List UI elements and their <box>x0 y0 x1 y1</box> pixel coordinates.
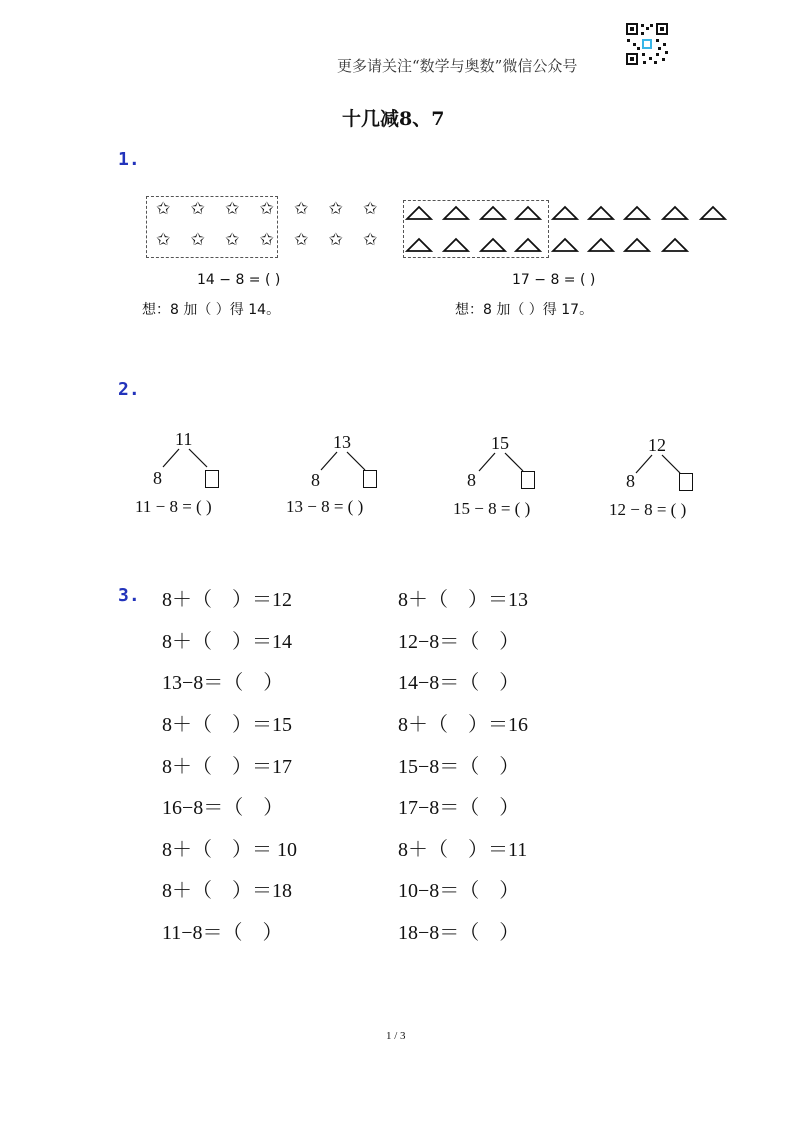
equation-right: 14−8＝（ ） <box>398 672 520 694</box>
qr-code-icon <box>625 22 669 66</box>
star-icon: ✩ <box>363 230 378 250</box>
triangle-icon <box>481 207 505 219</box>
star-icon: ✩ <box>259 230 274 250</box>
star-icon: ✩ <box>294 230 309 250</box>
tree-total: 15 <box>491 433 509 453</box>
tree-equation: 13 − 8 = ( ) <box>286 497 364 516</box>
equation-left: 8＋（ ）＝18 <box>162 880 292 902</box>
star-icon: ✩ <box>190 199 205 219</box>
equation-left: 11−8＝（ ） <box>162 922 283 944</box>
equation-left: 8＋（ ）＝12 <box>162 589 292 611</box>
triangle-icon <box>663 239 687 251</box>
triangle-icon <box>589 239 613 251</box>
stars-group <box>146 201 388 249</box>
triangle-icon <box>444 207 468 219</box>
triangle-icon <box>553 239 577 251</box>
equation-right: 17−8＝（ ） <box>398 797 520 819</box>
equation-right: 8＋（ ）＝11 <box>398 839 528 861</box>
triangle-icon <box>625 207 649 219</box>
tree-part: 8 <box>467 470 476 490</box>
answer-box[interactable] <box>521 471 535 489</box>
section-1-number: 1. <box>118 149 140 170</box>
section-3-number: 3. <box>118 585 140 606</box>
tree-total: 13 <box>333 432 351 452</box>
tree-part: 8 <box>626 471 635 491</box>
equation-left: 8＋（ ）＝15 <box>162 714 292 736</box>
equation-17-minus-8: 17 − 8 = ( ) <box>512 272 596 288</box>
triangle-icon <box>516 239 540 251</box>
equation-right: 15−8＝（ ） <box>398 756 520 778</box>
equation-right: 10−8＝（ ） <box>398 880 520 902</box>
triangle-icon <box>589 207 613 219</box>
section-2-number: 2. <box>118 379 140 400</box>
equation-left: 13−8＝（ ） <box>162 672 284 694</box>
star-icon: ✩ <box>328 230 343 250</box>
equation-left: 8＋（ ）＝17 <box>162 756 292 778</box>
hint-right: 想：8 加（ ）得 17。 <box>455 302 594 318</box>
equation-left: 16−8＝（ ） <box>162 797 284 819</box>
star-icon: ✩ <box>156 199 171 219</box>
equation-right: 18−8＝（ ） <box>398 922 520 944</box>
header-note: 更多请关注“数学与奥数”微信公众号 <box>337 57 578 75</box>
triangle-icon <box>553 207 577 219</box>
hint-left: 想：8 加（ ）得 14。 <box>142 302 281 318</box>
answer-box[interactable] <box>679 473 693 491</box>
equation-left: 8＋（ ）＝14 <box>162 631 292 653</box>
triangle-icon <box>701 207 725 219</box>
equation-left: 8＋（ ）＝ 10 <box>162 839 297 861</box>
triangle-icon <box>407 207 431 219</box>
star-icon: ✩ <box>363 199 378 219</box>
tree-total: 12 <box>648 435 666 455</box>
tree-total: 11 <box>175 429 193 449</box>
star-icon: ✩ <box>190 230 205 250</box>
answer-box[interactable] <box>363 470 377 488</box>
star-icon: ✩ <box>156 230 171 250</box>
page-number: 1 / 3 <box>386 1030 406 1042</box>
star-icon: ✩ <box>259 199 274 219</box>
page-title: 十几减8、7 <box>342 108 445 130</box>
triangles-group <box>403 200 733 260</box>
equation-14-minus-8: 14 − 8 = ( ) <box>197 272 281 288</box>
tree-equation: 11 − 8 = ( ) <box>135 497 212 516</box>
triangle-icon <box>407 239 431 251</box>
star-icon: ✩ <box>294 199 309 219</box>
tree-part: 8 <box>153 468 162 488</box>
tree-part: 8 <box>311 470 320 490</box>
triangle-icon <box>516 207 540 219</box>
star-icon: ✩ <box>225 230 240 250</box>
equation-right: 8＋（ ）＝16 <box>398 714 528 736</box>
split-lines <box>155 447 215 471</box>
triangle-icon <box>444 239 468 251</box>
answer-box[interactable] <box>205 470 219 488</box>
tree-equation: 15 − 8 = ( ) <box>453 499 531 518</box>
triangle-icon <box>481 239 505 251</box>
star-icon: ✩ <box>225 199 240 219</box>
triangle-icon <box>625 239 649 251</box>
tree-equation: 12 − 8 = ( ) <box>609 500 687 519</box>
equation-right: 8＋（ ）＝13 <box>398 589 528 611</box>
star-icon: ✩ <box>328 199 343 219</box>
triangle-icon <box>663 207 687 219</box>
equation-right: 12−8＝（ ） <box>398 631 520 653</box>
